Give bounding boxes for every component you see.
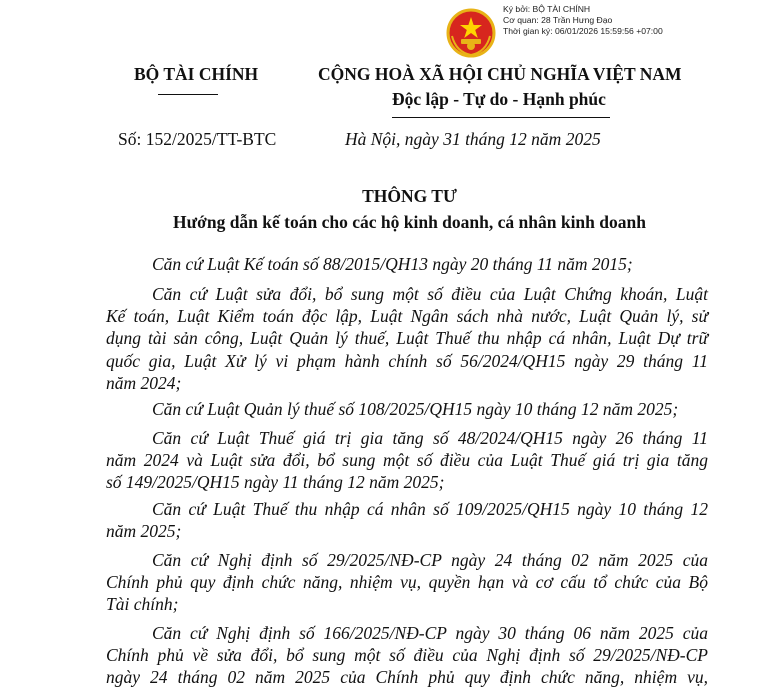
signing-time: Thời gian ký: 06/01/2026 15:59:56 +07:00 bbox=[503, 26, 663, 36]
ministry-underline bbox=[158, 94, 218, 95]
basis-line: Căn cứ Luật Thuế thu nhập cá nhân số 109/2025/QH15 ngày 10 tháng 12 bbox=[152, 499, 708, 519]
place-and-date: Hà Nội, ngày 31 tháng 12 năm 2025 bbox=[345, 129, 601, 149]
basis-line: quốc gia, Luật Xử lý vi phạm hành chính số 56/2024/QH15 ngày 29 tháng 11 bbox=[106, 350, 708, 371]
basis-line: năm 2024; bbox=[106, 372, 182, 393]
basis-line: Căn cứ Luật Quản lý thuế số 108/2025/QH15 ngày 10 tháng 12 năm 2025; bbox=[152, 399, 679, 419]
basis-line: Căn cứ Luật sửa đổi, bổ sung một số điều của Luật Chứng khoán, Luật bbox=[152, 284, 708, 304]
basis-line: Căn cứ Nghị định số 29/2025/NĐ-CP ngày 24 tháng 02 năm 2025 của bbox=[152, 550, 708, 570]
basis-line: số 149/2025/QH15 ngày 11 tháng 12 năm 2025; bbox=[106, 472, 445, 493]
legal-basis-4 bbox=[106, 427, 708, 494]
basis-line: năm 2025; bbox=[106, 521, 182, 542]
basis-line: Căn cứ Luật Kế toán số 88/2015/QH13 ngày 20 tháng 11 năm 2015; bbox=[152, 254, 633, 274]
national-emblem-icon bbox=[446, 8, 496, 58]
basis-line: Chính phủ quy định chức năng, nhiệm vụ, quyền hạn và cơ cấu tổ chức của Bộ bbox=[106, 572, 708, 593]
basis-line: Căn cứ Luật Thuế giá trị gia tăng số 48/2024/QH15 ngày 26 tháng 11 bbox=[152, 428, 708, 448]
legal-basis-7 bbox=[106, 622, 708, 689]
document-number: Số: 152/2025/TT-BTC bbox=[118, 129, 277, 149]
signed-by: Ký bởi: BỘ TÀI CHÍNH bbox=[503, 4, 591, 14]
basis-line: ngày 24 tháng 02 năm 2025 của Chính phủ quy định chức năng, nhiệm vụ, bbox=[106, 667, 708, 688]
basis-line: Chính phủ về sửa đổi, bổ sung một số điều của Nghị định số 29/2025/NĐ-CP bbox=[106, 645, 708, 666]
legal-basis-5 bbox=[106, 498, 708, 542]
digital-signature-info bbox=[503, 4, 663, 37]
country-name: CỘNG HOÀ XÃ HỘI CHỦ NGHĨA VIỆT NAM bbox=[318, 64, 682, 84]
national-motto: Độc lập - Tự do - Hạnh phúc bbox=[392, 89, 606, 109]
basis-line: Căn cứ Nghị định số 166/2025/NĐ-CP ngày 30 tháng 06 năm 2025 của bbox=[152, 623, 708, 643]
document-type: THÔNG TƯ bbox=[362, 186, 457, 206]
basis-line: Tài chính; bbox=[106, 594, 179, 615]
signing-agency: Cơ quan: 28 Trần Hưng Đạo bbox=[503, 15, 613, 25]
legal-basis-1 bbox=[106, 253, 708, 275]
basis-line: dụng tài sản công, Luật Quản lý thuế, Luật Thuế thu nhập cá nhân, Luật Dự trữ bbox=[106, 328, 708, 349]
basis-line: Kế toán, Luật Kiểm toán độc lập, Luật Ngân sách nhà nước, Luật Quản lý, sử bbox=[106, 306, 708, 327]
legal-basis-6 bbox=[106, 549, 708, 616]
legal-basis-2 bbox=[106, 283, 708, 394]
ministry-name: BỘ TÀI CHÍNH bbox=[134, 64, 259, 84]
legal-basis-3 bbox=[106, 398, 708, 420]
motto-underline bbox=[392, 117, 610, 118]
document-subject: Hướng dẫn kế toán cho các hộ kinh doanh, cá nhân kinh doanh bbox=[173, 212, 646, 232]
basis-line: năm 2024 và Luật sửa đổi, bổ sung một số điều của Luật Thuế giá trị gia tăng bbox=[106, 450, 708, 471]
